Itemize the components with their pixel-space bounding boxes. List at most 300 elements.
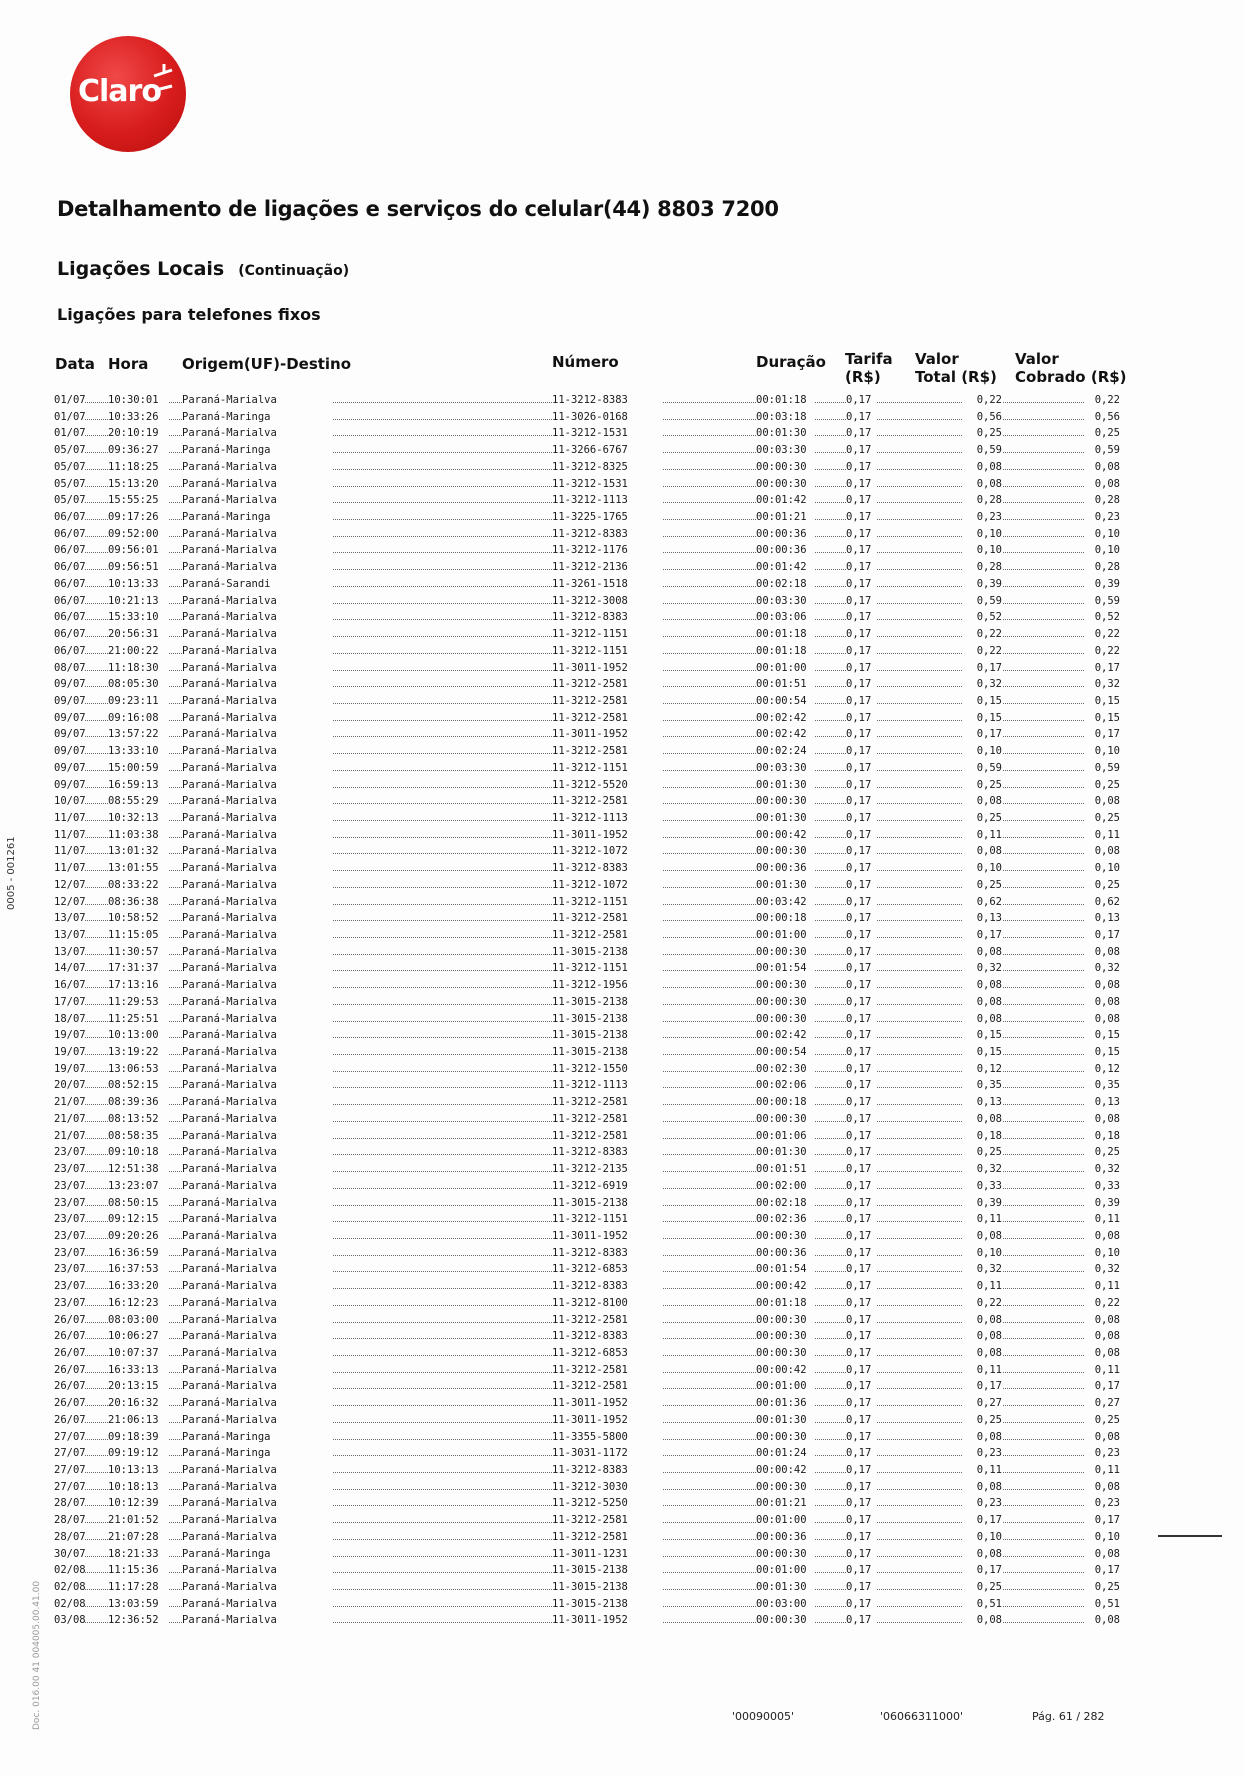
cell-origem: Paraná-Marialva	[182, 1512, 332, 1529]
footer-page-number: Pág. 61 / 282	[1032, 1710, 1105, 1723]
cell-valor-cobrado: 0,25	[1084, 1144, 1120, 1161]
cell-valor-cobrado: 0,08	[1084, 994, 1120, 1011]
cell-duracao: 00:03:06	[756, 609, 814, 626]
cell-numero: 11-3212-2581	[552, 743, 662, 760]
table-row	[54, 1529, 1120, 1546]
cell-valor-cobrado: 0,56	[1084, 409, 1120, 426]
cell-valor-cobrado: 0,28	[1084, 492, 1120, 509]
cell-hora: 20:56:31	[108, 626, 168, 643]
cell-origem: Paraná-Maringa	[182, 409, 332, 426]
cell-origem: Paraná-Marialva	[182, 743, 332, 760]
cell-numero: 11-3212-1151	[552, 960, 662, 977]
cell-valor-cobrado: 0,35	[1084, 1077, 1120, 1094]
cell-duracao: 00:00:30	[756, 1546, 814, 1563]
cell-duracao: 00:00:30	[756, 1612, 814, 1629]
cell-duracao: 00:00:30	[756, 1345, 814, 1362]
cell-valor-total: 0,51	[962, 1596, 1002, 1613]
header-data: Data	[55, 355, 95, 373]
cell-valor-total: 0,13	[962, 1094, 1002, 1111]
cell-valor-total: 0,08	[962, 843, 1002, 860]
cell-data: 02/08	[54, 1579, 84, 1596]
cell-valor-cobrado: 0,10	[1084, 743, 1120, 760]
table-row	[54, 1195, 1120, 1212]
cell-valor-total: 0,59	[962, 442, 1002, 459]
cell-valor-cobrado: 0,39	[1084, 1195, 1120, 1212]
cell-valor-total: 0,25	[962, 877, 1002, 894]
cell-hora: 13:01:55	[108, 860, 168, 877]
cell-duracao: 00:00:30	[756, 1228, 814, 1245]
cell-valor-total: 0,15	[962, 710, 1002, 727]
cell-valor-cobrado: 0,15	[1084, 693, 1120, 710]
cell-numero: 11-3011-1952	[552, 726, 662, 743]
cell-numero: 11-3011-1231	[552, 1546, 662, 1563]
cell-numero: 11-3015-2138	[552, 944, 662, 961]
cell-valor-cobrado: 0,10	[1084, 526, 1120, 543]
cell-numero: 11-3212-5520	[552, 777, 662, 794]
cell-numero: 11-3212-2581	[552, 927, 662, 944]
side-doc-reference: Doc. 016.00 41 004005.00.41.00	[32, 1580, 42, 1730]
cell-tarifa: 0,17	[846, 1362, 876, 1379]
cell-numero: 11-3212-8383	[552, 1462, 662, 1479]
cell-hora: 10:21:13	[108, 593, 168, 610]
cell-duracao: 00:02:36	[756, 1211, 814, 1228]
cell-origem: Paraná-Marialva	[182, 1295, 332, 1312]
cell-valor-total: 0,08	[962, 1111, 1002, 1128]
cell-numero: 11-3212-1113	[552, 1077, 662, 1094]
table-row	[54, 576, 1120, 593]
cell-valor-cobrado: 0,18	[1084, 1128, 1120, 1145]
cell-data: 23/07	[54, 1178, 84, 1195]
cell-tarifa: 0,17	[846, 1077, 876, 1094]
cell-tarifa: 0,17	[846, 1612, 876, 1629]
cell-numero: 11-3011-1952	[552, 1395, 662, 1412]
header-numero: Número	[552, 353, 619, 371]
cell-origem: Paraná-Marialva	[182, 1228, 332, 1245]
cell-tarifa: 0,17	[846, 1027, 876, 1044]
cell-valor-total: 0,08	[962, 1345, 1002, 1362]
cell-origem: Paraná-Marialva	[182, 1312, 332, 1329]
cell-valor-total: 0,23	[962, 509, 1002, 526]
cell-numero: 11-3212-2581	[552, 1312, 662, 1329]
cell-valor-total: 0,08	[962, 1011, 1002, 1028]
cell-hora: 08:13:52	[108, 1111, 168, 1128]
cell-hora: 09:36:27	[108, 442, 168, 459]
table-row	[54, 1378, 1120, 1395]
cell-numero: 11-3212-2136	[552, 559, 662, 576]
cell-valor-cobrado: 0,28	[1084, 559, 1120, 576]
cell-hora: 16:59:13	[108, 777, 168, 794]
cell-data: 01/07	[54, 409, 84, 426]
cell-duracao: 00:01:30	[756, 777, 814, 794]
cell-valor-cobrado: 0,22	[1084, 1295, 1120, 1312]
cell-data: 26/07	[54, 1412, 84, 1429]
cell-duracao: 00:00:30	[756, 476, 814, 493]
cell-valor-cobrado: 0,23	[1084, 509, 1120, 526]
cell-hora: 11:18:25	[108, 459, 168, 476]
cell-numero: 11-3015-2138	[552, 1596, 662, 1613]
cell-hora: 15:55:25	[108, 492, 168, 509]
cell-valor-cobrado: 0,39	[1084, 576, 1120, 593]
cell-tarifa: 0,17	[846, 1345, 876, 1362]
cell-hora: 11:18:30	[108, 660, 168, 677]
cell-tarifa: 0,17	[846, 1579, 876, 1596]
header-valor-total-line1: Valor	[915, 350, 959, 368]
cell-numero: 11-3015-2138	[552, 1011, 662, 1028]
cell-data: 17/07	[54, 994, 84, 1011]
cell-origem: Paraná-Marialva	[182, 693, 332, 710]
cell-data: 27/07	[54, 1429, 84, 1446]
cell-valor-cobrado: 0,22	[1084, 643, 1120, 660]
cell-valor-total: 0,59	[962, 593, 1002, 610]
footer-code-2: '06066311000'	[880, 1710, 964, 1723]
cell-origem: Paraná-Marialva	[182, 777, 332, 794]
cell-valor-cobrado: 0,08	[1084, 1312, 1120, 1329]
cell-valor-cobrado: 0,08	[1084, 1328, 1120, 1345]
cell-valor-total: 0,28	[962, 492, 1002, 509]
cell-origem: Paraná-Marialva	[182, 1144, 332, 1161]
header-valor-cobrado-line2: Cobrado (R$)	[1015, 368, 1127, 386]
cell-origem: Paraná-Marialva	[182, 910, 332, 927]
cell-hora: 10:33:26	[108, 409, 168, 426]
cell-hora: 09:56:51	[108, 559, 168, 576]
cell-numero: 11-3212-1176	[552, 542, 662, 559]
cell-data: 23/07	[54, 1228, 84, 1245]
table-row	[54, 726, 1120, 743]
cell-tarifa: 0,17	[846, 1495, 876, 1512]
cell-valor-total: 0,22	[962, 392, 1002, 409]
cell-origem: Paraná-Marialva	[182, 392, 332, 409]
cell-duracao: 00:03:30	[756, 442, 814, 459]
claro-logo	[70, 36, 186, 152]
cell-duracao: 00:00:54	[756, 693, 814, 710]
cell-hora: 13:33:10	[108, 743, 168, 760]
cell-hora: 21:06:13	[108, 1412, 168, 1429]
cell-duracao: 00:00:30	[756, 1429, 814, 1446]
cell-origem: Paraná-Marialva	[182, 1011, 332, 1028]
table-row	[54, 1161, 1120, 1178]
cell-origem: Paraná-Marialva	[182, 1195, 332, 1212]
cell-hora: 13:19:22	[108, 1044, 168, 1061]
cell-hora: 09:19:12	[108, 1445, 168, 1462]
cell-data: 05/07	[54, 492, 84, 509]
cell-data: 13/07	[54, 927, 84, 944]
cell-valor-total: 0,25	[962, 1579, 1002, 1596]
cell-data: 06/07	[54, 559, 84, 576]
cell-origem: Paraná-Marialva	[182, 1612, 332, 1629]
cell-tarifa: 0,17	[846, 1328, 876, 1345]
cell-data: 05/07	[54, 476, 84, 493]
cell-valor-total: 0,11	[962, 1362, 1002, 1379]
cell-tarifa: 0,17	[846, 476, 876, 493]
cell-origem: Paraná-Marialva	[182, 877, 332, 894]
cell-valor-total: 0,08	[962, 476, 1002, 493]
table-row	[54, 1027, 1120, 1044]
header-duracao: Duração	[756, 353, 826, 371]
cell-tarifa: 0,17	[846, 1278, 876, 1295]
table-row	[54, 960, 1120, 977]
cell-valor-total: 0,10	[962, 860, 1002, 877]
cell-tarifa: 0,17	[846, 726, 876, 743]
header-tarifa-line2: (R$)	[845, 368, 881, 386]
cell-origem: Paraná-Marialva	[182, 643, 332, 660]
cell-tarifa: 0,17	[846, 1245, 876, 1262]
cell-data: 27/07	[54, 1462, 84, 1479]
cell-numero: 11-3225-1765	[552, 509, 662, 526]
cell-origem: Paraná-Marialva	[182, 1178, 332, 1195]
cell-valor-total: 0,22	[962, 643, 1002, 660]
cell-duracao: 00:00:42	[756, 1462, 814, 1479]
cell-numero: 11-3212-3008	[552, 593, 662, 610]
cell-valor-total: 0,11	[962, 1211, 1002, 1228]
cell-hora: 21:00:22	[108, 643, 168, 660]
cell-valor-total: 0,10	[962, 1245, 1002, 1262]
cell-data: 23/07	[54, 1261, 84, 1278]
cell-valor-total: 0,11	[962, 1278, 1002, 1295]
cell-valor-total: 0,62	[962, 894, 1002, 911]
margin-mark	[1158, 1535, 1222, 1537]
cell-valor-total: 0,32	[962, 960, 1002, 977]
cell-data: 26/07	[54, 1328, 84, 1345]
cell-valor-cobrado: 0,08	[1084, 843, 1120, 860]
cell-numero: 11-3212-1531	[552, 425, 662, 442]
cell-hora: 08:05:30	[108, 676, 168, 693]
cell-duracao: 00:00:30	[756, 1479, 814, 1496]
cell-numero: 11-3212-1072	[552, 877, 662, 894]
cell-hora: 16:33:13	[108, 1362, 168, 1379]
header-tarifa	[845, 350, 893, 386]
cell-origem: Paraná-Marialva	[182, 1161, 332, 1178]
cell-duracao: 00:00:30	[756, 459, 814, 476]
cell-valor-cobrado: 0,23	[1084, 1495, 1120, 1512]
table-row	[54, 743, 1120, 760]
cell-valor-cobrado: 0,08	[1084, 1345, 1120, 1362]
cell-duracao: 00:02:18	[756, 1195, 814, 1212]
table-row	[54, 1044, 1120, 1061]
cell-tarifa: 0,17	[846, 660, 876, 677]
cell-valor-cobrado: 0,15	[1084, 710, 1120, 727]
table-row	[54, 1111, 1120, 1128]
cell-hora: 13:03:59	[108, 1596, 168, 1613]
cell-duracao: 00:02:42	[756, 726, 814, 743]
cell-origem: Paraná-Marialva	[182, 726, 332, 743]
table-row	[54, 392, 1120, 409]
cell-origem: Paraná-Marialva	[182, 1245, 332, 1262]
table-row	[54, 526, 1120, 543]
cell-valor-total: 0,08	[962, 944, 1002, 961]
table-row	[54, 1562, 1120, 1579]
cell-hora: 11:03:38	[108, 827, 168, 844]
cell-data: 01/07	[54, 392, 84, 409]
cell-tarifa: 0,17	[846, 1546, 876, 1563]
cell-valor-cobrado: 0,62	[1084, 894, 1120, 911]
cell-duracao: 00:01:51	[756, 1161, 814, 1178]
table-row	[54, 1596, 1120, 1613]
cell-valor-total: 0,11	[962, 827, 1002, 844]
cell-tarifa: 0,17	[846, 593, 876, 610]
cell-data: 11/07	[54, 843, 84, 860]
table-row	[54, 409, 1120, 426]
cell-duracao: 00:00:30	[756, 944, 814, 961]
cell-valor-cobrado: 0,08	[1084, 459, 1120, 476]
cell-data: 13/07	[54, 910, 84, 927]
table-row	[54, 1345, 1120, 1362]
subsection-title: Ligações para telefones fixos	[57, 305, 321, 324]
cell-numero: 11-3266-6767	[552, 442, 662, 459]
cell-origem: Paraná-Marialva	[182, 827, 332, 844]
header-valor-cobrado-line1: Valor	[1015, 350, 1059, 368]
cell-valor-cobrado: 0,27	[1084, 1395, 1120, 1412]
cell-hora: 10:13:33	[108, 576, 168, 593]
cell-data: 21/07	[54, 1094, 84, 1111]
cell-tarifa: 0,17	[846, 1378, 876, 1395]
cell-valor-total: 0,25	[962, 1412, 1002, 1429]
cell-numero: 11-3212-2581	[552, 910, 662, 927]
table-row	[54, 643, 1120, 660]
cell-numero: 11-3212-2581	[552, 1111, 662, 1128]
cell-duracao: 00:00:30	[756, 994, 814, 1011]
cell-numero: 11-3212-2581	[552, 1512, 662, 1529]
cell-tarifa: 0,17	[846, 392, 876, 409]
cell-numero: 11-3015-2138	[552, 1562, 662, 1579]
cell-hora: 17:31:37	[108, 960, 168, 977]
cell-tarifa: 0,17	[846, 894, 876, 911]
cell-hora: 20:13:15	[108, 1378, 168, 1395]
cell-origem: Paraná-Marialva	[182, 1061, 332, 1078]
cell-duracao: 00:03:42	[756, 894, 814, 911]
cell-valor-total: 0,08	[962, 1479, 1002, 1496]
cell-data: 19/07	[54, 1061, 84, 1078]
cell-valor-total: 0,59	[962, 760, 1002, 777]
cell-data: 09/07	[54, 777, 84, 794]
cell-valor-cobrado: 0,32	[1084, 960, 1120, 977]
cell-numero: 11-3212-6919	[552, 1178, 662, 1195]
cell-numero: 11-3212-8100	[552, 1295, 662, 1312]
cell-duracao: 00:00:36	[756, 1245, 814, 1262]
cell-origem: Paraná-Marialva	[182, 994, 332, 1011]
cell-origem: Paraná-Marialva	[182, 626, 332, 643]
cell-hora: 11:15:36	[108, 1562, 168, 1579]
cell-data: 09/07	[54, 710, 84, 727]
cell-valor-cobrado: 0,15	[1084, 1044, 1120, 1061]
header-valor-total-line2: Total (R$)	[915, 368, 997, 386]
header-tarifa-line1: Tarifa	[845, 350, 893, 368]
cell-hora: 10:18:13	[108, 1479, 168, 1496]
cell-valor-total: 0,32	[962, 1261, 1002, 1278]
cell-valor-total: 0,13	[962, 910, 1002, 927]
cell-tarifa: 0,17	[846, 1011, 876, 1028]
cell-data: 30/07	[54, 1546, 84, 1563]
table-row	[54, 843, 1120, 860]
cell-numero: 11-3212-3030	[552, 1479, 662, 1496]
cell-origem: Paraná-Marialva	[182, 476, 332, 493]
cell-duracao: 00:01:21	[756, 509, 814, 526]
cell-hora: 16:36:59	[108, 1245, 168, 1262]
cell-origem: Paraná-Marialva	[182, 459, 332, 476]
cell-numero: 11-3212-8325	[552, 459, 662, 476]
cell-data: 23/07	[54, 1195, 84, 1212]
table-row	[54, 626, 1120, 643]
cell-valor-cobrado: 0,08	[1084, 1429, 1120, 1446]
table-row	[54, 1395, 1120, 1412]
table-row	[54, 1011, 1120, 1028]
cell-duracao: 00:01:30	[756, 1579, 814, 1596]
cell-duracao: 00:02:24	[756, 743, 814, 760]
cell-hora: 10:07:37	[108, 1345, 168, 1362]
cell-tarifa: 0,17	[846, 1596, 876, 1613]
cell-valor-cobrado: 0,08	[1084, 1612, 1120, 1629]
table-row	[54, 1579, 1120, 1596]
cell-valor-total: 0,32	[962, 1161, 1002, 1178]
cell-valor-cobrado: 0,22	[1084, 392, 1120, 409]
cell-valor-total: 0,23	[962, 1495, 1002, 1512]
cell-numero: 11-3212-2581	[552, 676, 662, 693]
cell-origem: Paraná-Marialva	[182, 977, 332, 994]
cell-valor-total: 0,28	[962, 559, 1002, 576]
cell-valor-cobrado: 0,59	[1084, 593, 1120, 610]
cell-duracao: 00:00:42	[756, 827, 814, 844]
cell-origem: Paraná-Marialva	[182, 1128, 332, 1145]
cell-data: 06/07	[54, 526, 84, 543]
cell-origem: Paraná-Marialva	[182, 894, 332, 911]
cell-tarifa: 0,17	[846, 576, 876, 593]
cell-data: 23/07	[54, 1278, 84, 1295]
page-title: Detalhamento de ligações e serviços do celular(44) 8803 7200	[57, 197, 779, 221]
cell-tarifa: 0,17	[846, 910, 876, 927]
cell-tarifa: 0,17	[846, 860, 876, 877]
cell-valor-total: 0,08	[962, 1328, 1002, 1345]
cell-data: 26/07	[54, 1362, 84, 1379]
table-row	[54, 425, 1120, 442]
cell-data: 06/07	[54, 643, 84, 660]
table-row	[54, 1261, 1120, 1278]
cell-data: 18/07	[54, 1011, 84, 1028]
cell-data: 23/07	[54, 1211, 84, 1228]
cell-numero: 11-3212-2581	[552, 1094, 662, 1111]
cell-hora: 20:16:32	[108, 1395, 168, 1412]
table-row	[54, 1546, 1120, 1563]
cell-duracao: 00:01:00	[756, 1378, 814, 1395]
cell-data: 11/07	[54, 860, 84, 877]
cell-origem: Paraná-Marialva	[182, 1395, 332, 1412]
cell-hora: 09:12:15	[108, 1211, 168, 1228]
cell-numero: 11-3212-1113	[552, 810, 662, 827]
cell-tarifa: 0,17	[846, 777, 876, 794]
cell-valor-cobrado: 0,10	[1084, 860, 1120, 877]
table-row	[54, 827, 1120, 844]
cell-valor-cobrado: 0,10	[1084, 1529, 1120, 1546]
cell-tarifa: 0,17	[846, 526, 876, 543]
header-origem: Origem(UF)-Destino	[182, 355, 352, 373]
cell-tarifa: 0,17	[846, 509, 876, 526]
cell-hora: 08:36:38	[108, 894, 168, 911]
cell-duracao: 00:02:06	[756, 1077, 814, 1094]
cell-hora: 08:50:15	[108, 1195, 168, 1212]
cell-duracao: 00:00:30	[756, 793, 814, 810]
cell-duracao: 00:00:36	[756, 542, 814, 559]
table-row	[54, 1128, 1120, 1145]
cell-valor-cobrado: 0,32	[1084, 676, 1120, 693]
cell-valor-cobrado: 0,22	[1084, 626, 1120, 643]
cell-duracao: 00:01:54	[756, 960, 814, 977]
table-row	[54, 877, 1120, 894]
cell-numero: 11-3212-2581	[552, 1529, 662, 1546]
cell-valor-cobrado: 0,33	[1084, 1178, 1120, 1195]
cell-duracao: 00:03:18	[756, 409, 814, 426]
table-row	[54, 760, 1120, 777]
cell-data: 26/07	[54, 1312, 84, 1329]
cell-numero: 11-3212-2581	[552, 1128, 662, 1145]
cell-valor-cobrado: 0,08	[1084, 1111, 1120, 1128]
